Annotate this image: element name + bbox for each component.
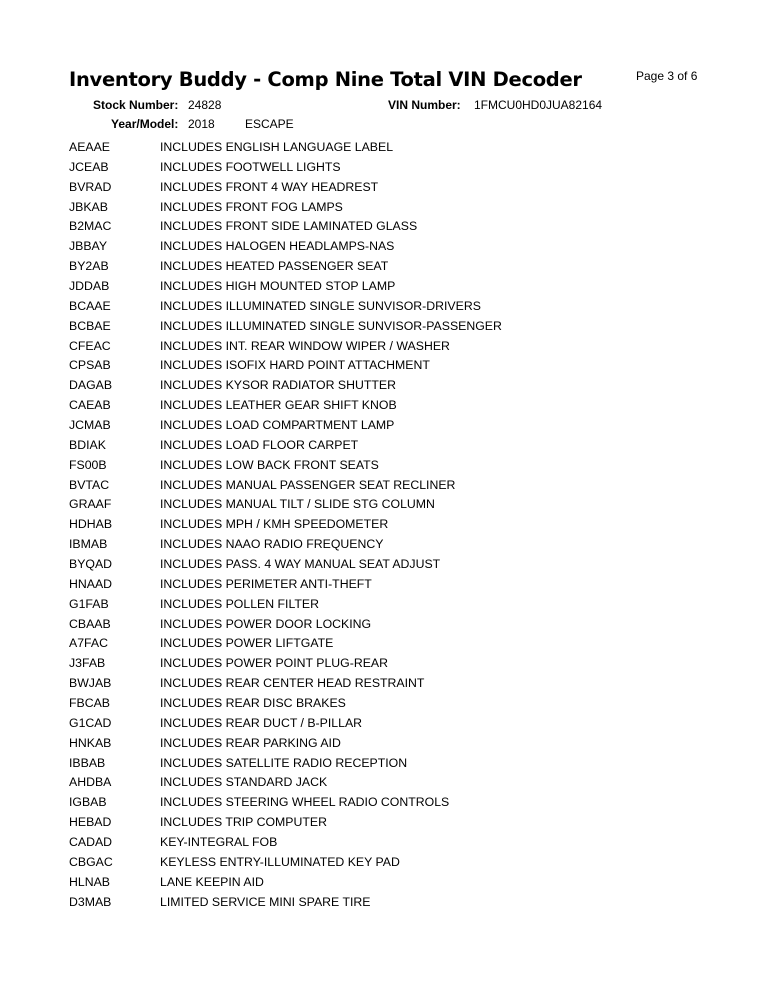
- option-code: GRAAF: [69, 497, 112, 512]
- list-item: [69, 852, 709, 872]
- option-description: INCLUDES REAR DUCT / B-PILLAR: [160, 715, 363, 730]
- list-item: [69, 137, 709, 157]
- list-item: [69, 673, 709, 693]
- option-code: A7FAC: [69, 636, 108, 651]
- list-item: [69, 594, 709, 614]
- option-code: G1FAB: [69, 596, 109, 611]
- option-description: INCLUDES ILLUMINATED SINGLE SUNVISOR-DRIVERS: [160, 298, 481, 313]
- stock-number-label: Stock Number:: [93, 98, 179, 112]
- option-code: CAEAB: [69, 398, 111, 413]
- list-item: [69, 276, 709, 296]
- option-description: INCLUDES STANDARD JACK: [160, 775, 328, 790]
- list-item: [69, 614, 709, 634]
- option-description: INCLUDES HALOGEN HEADLAMPS-NAS: [160, 239, 395, 254]
- option-description: INCLUDES MPH / KMH SPEEDOMETER: [160, 517, 389, 532]
- page-number: Page 3 of 6: [636, 69, 698, 83]
- option-code: CADAD: [69, 835, 113, 849]
- vin-number-value: 1FMCU0HD0JUA82164: [474, 98, 603, 112]
- list-item: [69, 256, 709, 276]
- option-description: INCLUDES LOW BACK FRONT SEATS: [160, 457, 379, 472]
- option-description: INCLUDES KYSOR RADIATOR SHUTTER: [160, 378, 396, 393]
- option-description: INCLUDES STEERING WHEEL RADIO CONTROLS: [160, 795, 450, 810]
- option-description: INCLUDES NAAO RADIO FREQUENCY: [160, 537, 384, 552]
- option-code: BY2AB: [69, 259, 109, 274]
- list-item: [69, 633, 709, 653]
- option-code: IBMAB: [69, 537, 108, 552]
- list-item: [69, 773, 709, 793]
- option-code: HEBAD: [69, 815, 112, 830]
- option-description: INCLUDES REAR DISC BRAKES: [160, 695, 346, 710]
- option-code: CPSAB: [69, 358, 111, 373]
- option-code: CBAAB: [69, 616, 111, 631]
- option-description: KEYLESS ENTRY-ILLUMINATED KEY PAD: [160, 854, 400, 869]
- option-description: INCLUDES PERIMETER ANTI-THEFT: [160, 576, 372, 591]
- option-code: JCEAB: [69, 159, 109, 174]
- option-description: INCLUDES FRONT FOG LAMPS: [160, 199, 343, 214]
- list-item: [69, 395, 709, 415]
- document-title: Inventory Buddy - Comp Nine Total VIN Decoder: [69, 68, 582, 91]
- option-code: IGBAB: [69, 795, 107, 810]
- option-description: INCLUDES REAR CENTER HEAD RESTRAINT: [160, 676, 425, 691]
- option-description: INCLUDES FRONT SIDE LAMINATED GLASS: [160, 219, 418, 234]
- list-item: [69, 872, 709, 892]
- list-item: [69, 693, 709, 713]
- option-description: INCLUDES POLLEN FILTER: [160, 596, 319, 611]
- option-code: JDDAB: [69, 278, 110, 293]
- list-item: [69, 753, 709, 773]
- list-item: [69, 733, 709, 753]
- option-description: INCLUDES LOAD COMPARTMENT LAMP: [160, 417, 395, 432]
- list-item: [69, 296, 709, 316]
- option-code: D3MAB: [69, 894, 112, 909]
- stock-number-value: 24828: [188, 98, 222, 112]
- list-item: [69, 415, 709, 435]
- model-value: ESCAPE: [245, 117, 294, 131]
- option-description: INCLUDES HEATED PASSENGER SEAT: [160, 259, 389, 274]
- option-description: INCLUDES HIGH MOUNTED STOP LAMP: [160, 278, 396, 293]
- list-item: [69, 336, 709, 356]
- year-model-label: Year/Model:: [111, 117, 179, 131]
- option-code: JCMAB: [69, 417, 111, 432]
- option-description: INCLUDES FRONT 4 WAY HEADREST: [160, 179, 379, 194]
- option-code-list: [69, 137, 709, 912]
- list-item: [69, 316, 709, 336]
- option-description: INCLUDES ISOFIX HARD POINT ATTACHMENT: [160, 358, 430, 373]
- list-item: [69, 892, 709, 912]
- list-item: [69, 832, 709, 852]
- option-code: BCAAE: [69, 298, 111, 313]
- option-code: AEAAE: [69, 139, 111, 154]
- option-description: INCLUDES FOOTWELL LIGHTS: [160, 159, 341, 174]
- list-item: [69, 197, 709, 217]
- list-item: [69, 216, 709, 236]
- list-item: [69, 574, 709, 594]
- option-description: INCLUDES POWER POINT PLUG-REAR: [160, 656, 388, 671]
- option-code: J3FAB: [69, 656, 106, 671]
- option-description: INCLUDES REAR PARKING AID: [160, 735, 341, 750]
- list-item: [69, 653, 709, 673]
- option-code: AHDBA: [69, 775, 112, 790]
- option-code: CFEAC: [69, 338, 111, 353]
- vin-number-label: VIN Number:: [388, 98, 461, 112]
- option-description: INCLUDES TRIP COMPUTER: [160, 815, 327, 830]
- option-description: INCLUDES LEATHER GEAR SHIFT KNOB: [160, 398, 397, 413]
- list-item: [69, 812, 709, 832]
- option-description: LANE KEEPIN AID: [160, 874, 264, 889]
- option-description: INCLUDES PASS. 4 WAY MANUAL SEAT ADJUST: [160, 556, 441, 571]
- option-code: HLNAB: [69, 874, 111, 889]
- option-code: HNAAD: [69, 576, 113, 591]
- option-code: BVTAC: [69, 477, 110, 492]
- list-item: [69, 355, 709, 375]
- option-description: KEY-INTEGRAL FOB: [160, 835, 278, 849]
- option-code: BDIAK: [69, 437, 106, 452]
- list-item: [69, 792, 709, 812]
- option-description: INCLUDES ENGLISH LANGUAGE LABEL: [160, 139, 394, 154]
- option-description: INCLUDES MANUAL PASSENGER SEAT RECLINER: [160, 477, 456, 492]
- option-code: BWJAB: [69, 676, 112, 691]
- list-item: [69, 713, 709, 733]
- list-item: [69, 514, 709, 534]
- option-code: CBGAC: [69, 854, 113, 869]
- option-code: G1CAD: [69, 715, 112, 730]
- option-code: B2MAC: [69, 219, 112, 234]
- option-code: BCBAE: [69, 318, 111, 333]
- option-code: IBBAB: [69, 755, 106, 770]
- option-code: HNKAB: [69, 735, 112, 750]
- list-item: [69, 455, 709, 475]
- list-item: [69, 236, 709, 256]
- option-code: FBCAB: [69, 695, 110, 710]
- option-code: JBBAY: [69, 239, 108, 254]
- list-item: [69, 534, 709, 554]
- list-item: [69, 554, 709, 574]
- option-code: FS00B: [69, 457, 107, 472]
- option-description: INCLUDES ILLUMINATED SINGLE SUNVISOR-PASSENGER: [160, 318, 502, 333]
- option-description: INCLUDES POWER DOOR LOCKING: [160, 616, 372, 631]
- list-item: [69, 475, 709, 495]
- option-description: INCLUDES MANUAL TILT / SLIDE STG COLUMN: [160, 497, 435, 512]
- list-item: [69, 435, 709, 455]
- option-description: INCLUDES LOAD FLOOR CARPET: [160, 437, 359, 452]
- list-item: [69, 494, 709, 514]
- option-code: DAGAB: [69, 378, 113, 393]
- option-description: LIMITED SERVICE MINI SPARE TIRE: [160, 894, 371, 909]
- option-code: JBKAB: [69, 199, 108, 214]
- option-description: INCLUDES SATELLITE RADIO RECEPTION: [160, 755, 408, 770]
- option-description: INCLUDES INT. REAR WINDOW WIPER / WASHER: [160, 338, 450, 353]
- option-code: HDHAB: [69, 517, 113, 532]
- option-description: INCLUDES POWER LIFTGATE: [160, 636, 334, 651]
- year-value: 2018: [188, 117, 215, 131]
- option-code: BVRAD: [69, 179, 112, 194]
- list-item: [69, 157, 709, 177]
- option-code: BYQAD: [69, 556, 113, 571]
- list-item: [69, 375, 709, 395]
- list-item: [69, 177, 709, 197]
